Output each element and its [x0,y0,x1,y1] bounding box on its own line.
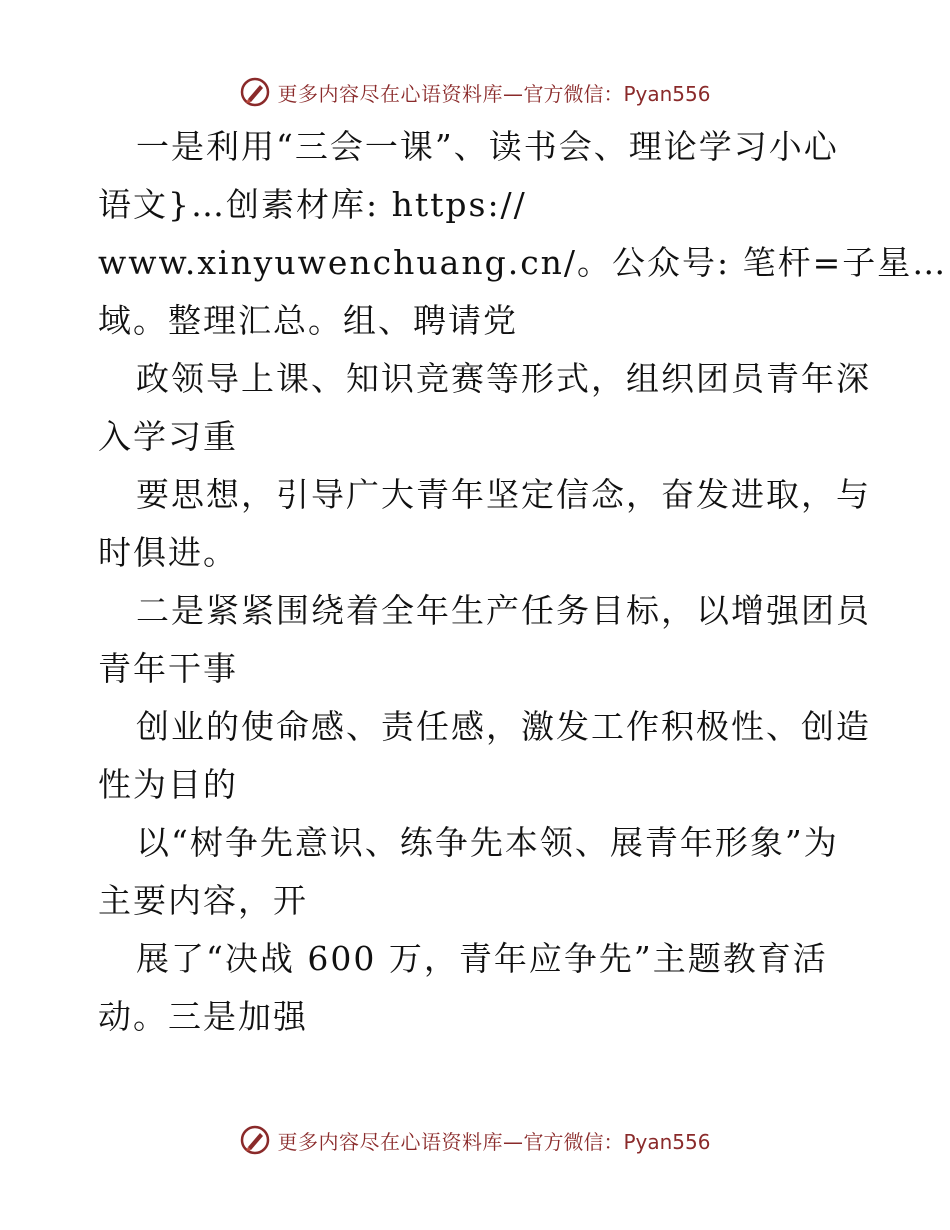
body-line: 要思想，引导广大青年坚定信念，奋发进取，与 [136,475,871,514]
body-line: 创业的使命感、责任感，激发工作积极性、创造 [136,707,871,746]
body-line: 青年干事 [98,649,238,688]
document-body [98,118,948,1046]
body-line: 以“树争先意识、练争先本领、展青年形象”为 [136,823,839,862]
body-line: 性为目的 [98,765,238,804]
body-line: 域。整理汇总。组、聘请党 [98,301,518,340]
body-line: 动。三是加强 [98,997,308,1036]
pen-logo-icon [239,1124,271,1156]
body-line: 政领导上课、知识竞赛等形式，组织团员青年深 [136,359,871,398]
body-line: 二是紧紧围绕着全年生产任务目标，以增强团员 [136,591,871,630]
body-line: 展了“决战 600 万，青年应争先”主题教育活 [136,939,828,978]
body-line: www.xinyuwenchuang.cn/。公众号: 笔杆=子星… [98,243,948,282]
body-line: 主要内容，开 [98,881,308,920]
footer-banner-text: 更多内容尽在心语资料库— [277,1129,524,1154]
body-line: 入学习重 [98,417,238,456]
body-line: 一是利用“三会一课”、读书会、理论学习小心 [136,127,839,166]
footer-banner [0,1120,950,1160]
footer-wechat-text: 官方微信：Pyan556 [523,1129,711,1154]
body-line: 时俱进。 [98,533,238,572]
pen-logo-icon [239,76,271,108]
header-banner [0,72,950,112]
body-line: 语文}…创素材库: https:// [98,185,527,224]
header-wechat-text: 官方微信：Pyan556 [523,81,711,106]
header-banner-text: 更多内容尽在心语资料库— [277,81,524,106]
